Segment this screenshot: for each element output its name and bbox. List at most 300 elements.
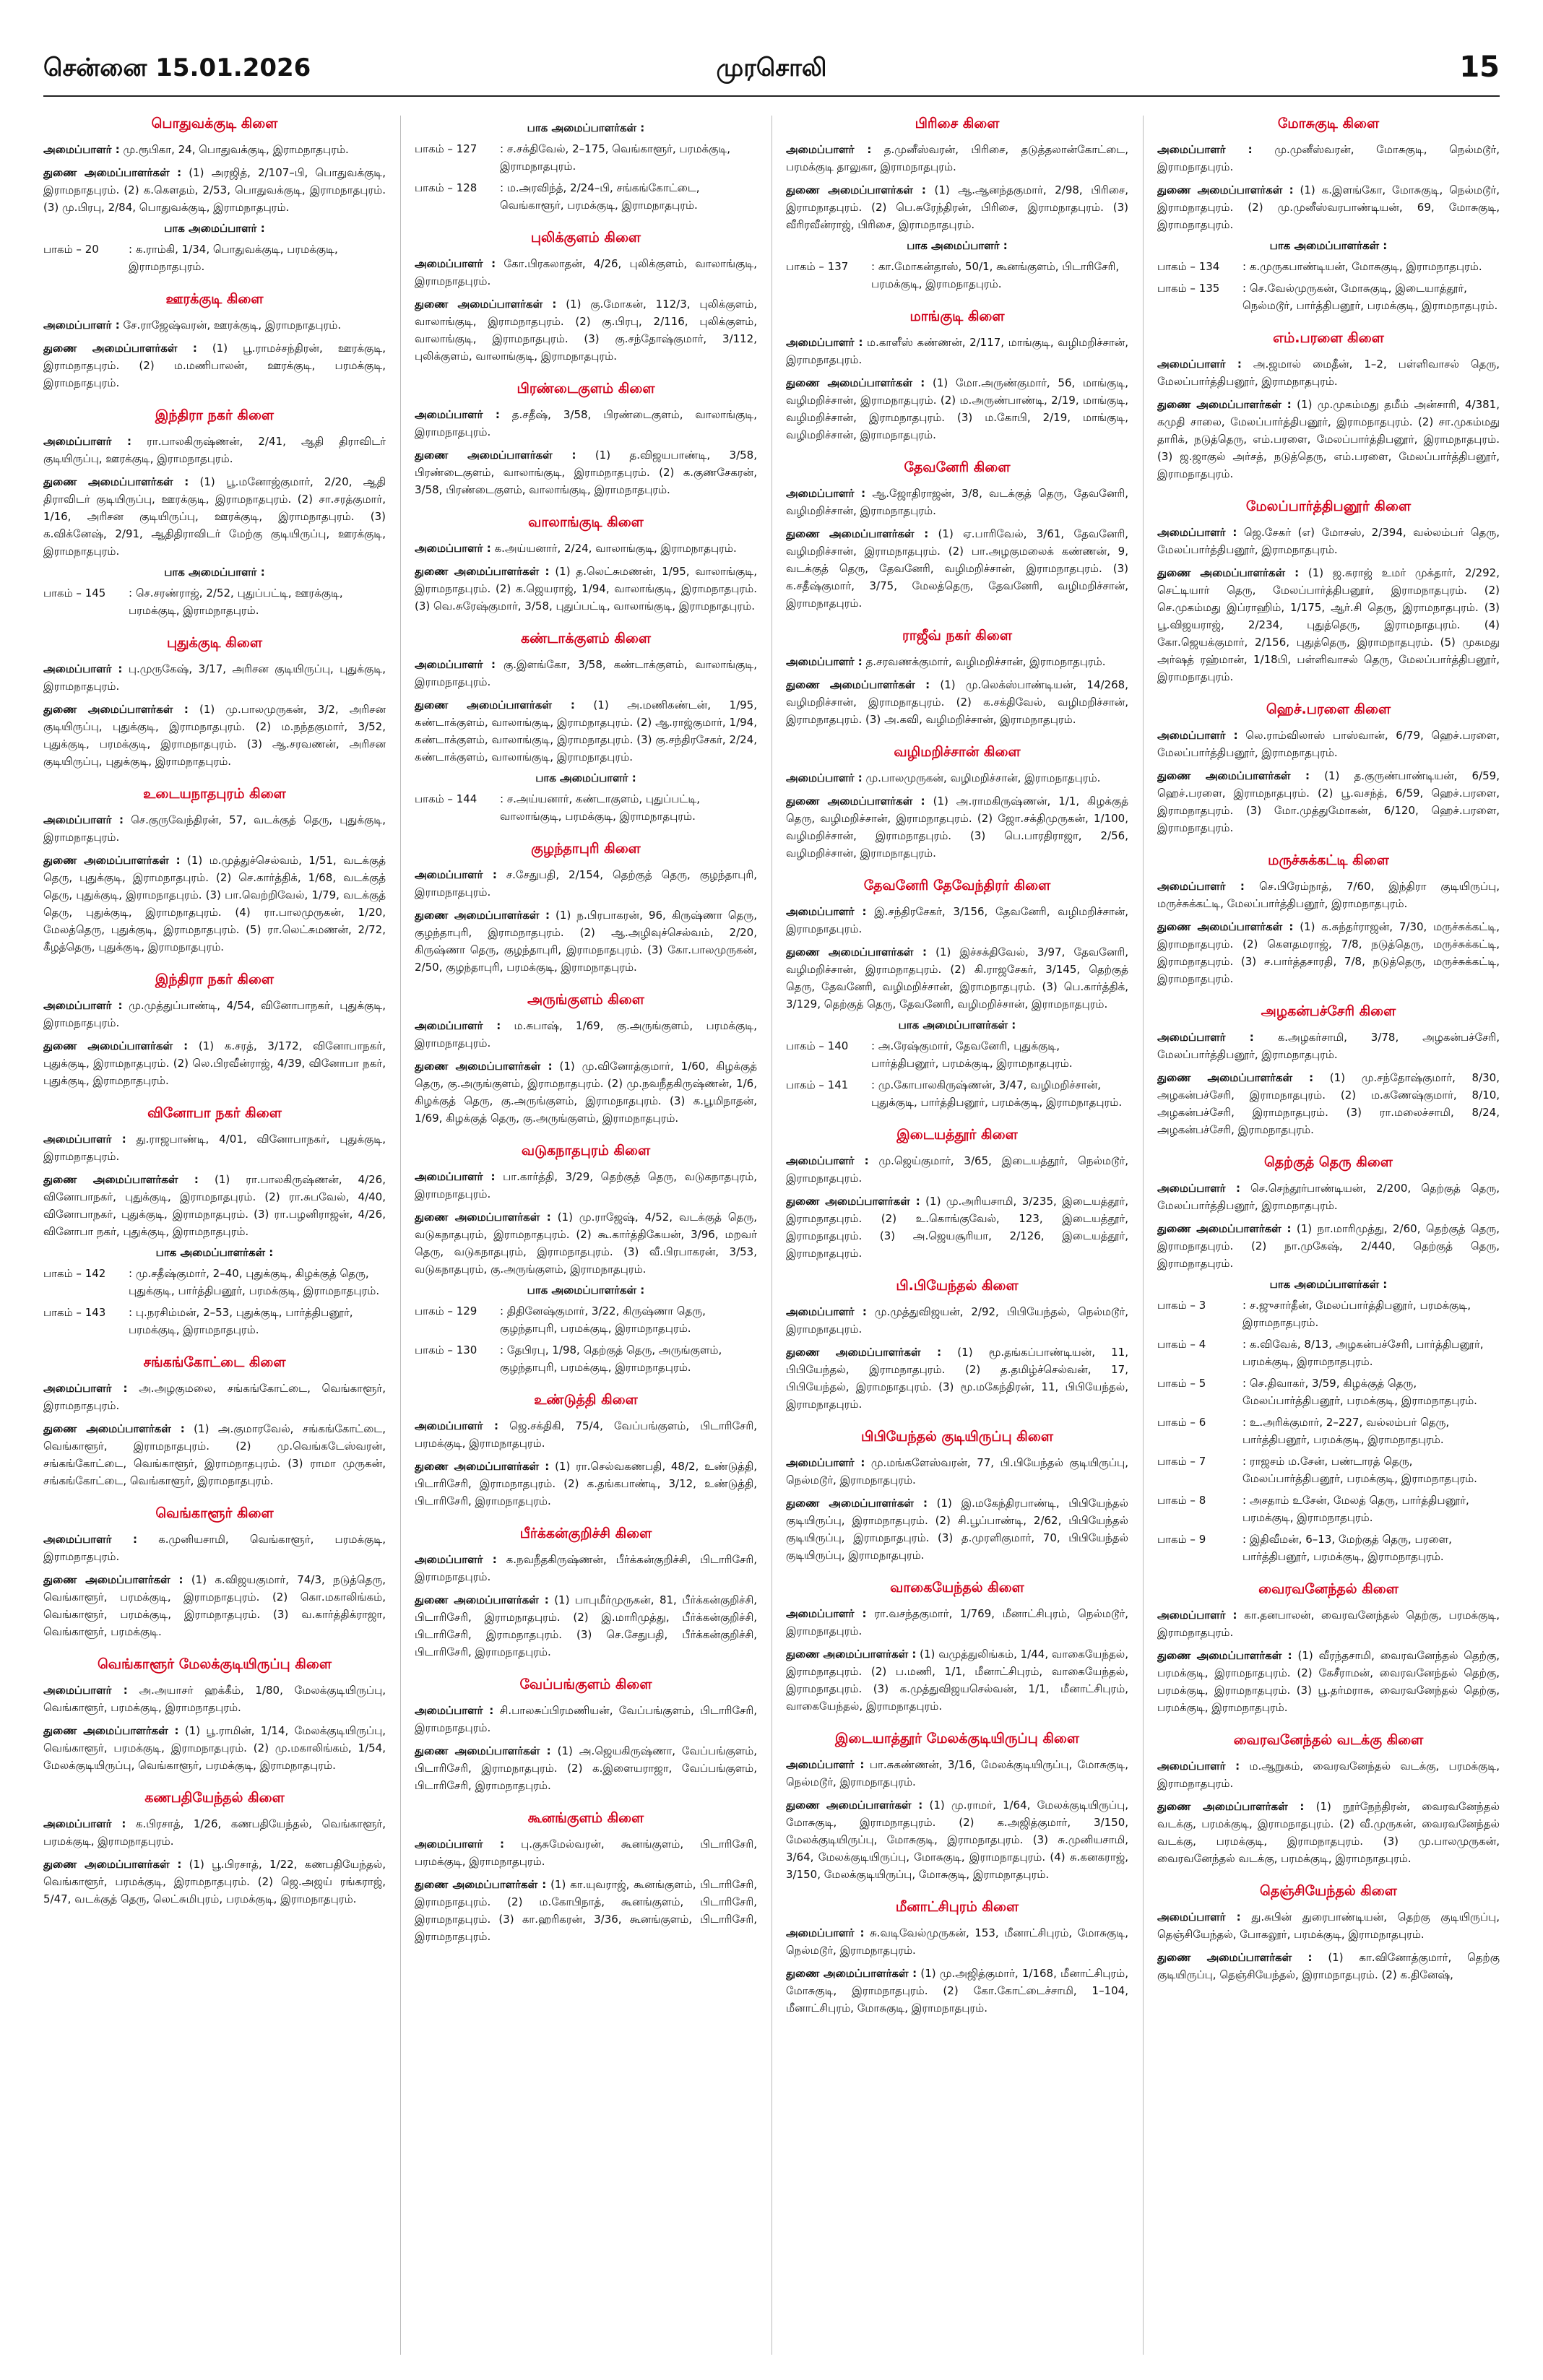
officer-details: மு.மங்களேஸ்வரன், 77, பி.பியேந்தல் குடியிருப்பு, நெல்மடூர், இராமநாதபுரம். bbox=[786, 1456, 1128, 1487]
officer-paragraph bbox=[43, 433, 386, 467]
officer-details: (1) அ.குமாரவேல், சங்கங்கோட்டை, வெங்காளூர், இராமநாதபுரம். (2) மு.வெங்கடேஸ்வரன், சங்கங்கோட்டை, வெங்காளூர், இராமநாதபுரம். (3) ராமா முருகன், சங்கங்கோட்டை, வெங்காளூர், இராமநாதபுரம். bbox=[43, 1422, 386, 1487]
officer-details: ம.ஆறுகம், வைரவனேந்தல் வடக்கு, பரமக்குடி, இராமநாதபுரம். bbox=[1157, 1760, 1500, 1790]
role-label: அமைப்பாளர் : bbox=[415, 257, 496, 270]
branch-block bbox=[786, 116, 1128, 293]
officer-paragraph bbox=[1157, 878, 1500, 912]
booth-entry bbox=[1157, 258, 1500, 275]
officer-paragraph bbox=[1157, 1647, 1500, 1716]
booth-number: பாகம் – 144 bbox=[415, 792, 477, 805]
branch-heading: உண்டுத்தி கிளை bbox=[534, 1392, 638, 1408]
officer-paragraph bbox=[43, 997, 386, 1031]
booth-number: பாகம் – 134 bbox=[1157, 260, 1220, 273]
officer-paragraph bbox=[43, 1380, 386, 1414]
officer-details: (1) மு.அரியசாமி, 3/235, இடையத்தூர், இராமநாதபுரம். (2) உ.கொங்குவேல், 123, இடையத்தூர், இராமநாதபுரம். (3) அ.ஜெயசூரியா, 2/126, இடையத்தூர், இராமநாதபுரம். bbox=[786, 1195, 1128, 1260]
role-label: அமைப்பாளர் : bbox=[43, 143, 120, 156]
officer-details: செ.பிரேம்நாத், 7/60, இந்திரா குடியிருப்பு, மருச்சுக்கட்டி, மேலப்பார்த்திபனூர், இராமநாதபுரம். bbox=[1157, 880, 1500, 910]
officer-details: கா.தனபாலன், வைரவனேந்தல் தெற்கு, பரமக்குடி, இராமநாதபுரம். bbox=[1157, 1609, 1500, 1639]
officer-details: பு.குசுமேல்வரன், கூனங்குளம், பிடாரிசேரி, பரமக்குடி, இராமநாதபுரம். bbox=[415, 1838, 757, 1868]
branch-heading: மாங்குடி கிளை bbox=[909, 308, 1005, 324]
booth-entry bbox=[1157, 1492, 1500, 1526]
branch-block bbox=[786, 1580, 1128, 1715]
booth-entry bbox=[786, 258, 1128, 293]
branch-heading: மருச்சுக்கட்டி கிளை bbox=[1268, 852, 1389, 868]
role-label: துணை அமைப்பாளர்கள் : bbox=[1157, 1951, 1313, 1964]
booth-number: பாகம் – 3 bbox=[1157, 1299, 1206, 1312]
booth-entry bbox=[1157, 1297, 1500, 1331]
officer-paragraph bbox=[786, 1605, 1128, 1640]
officer-paragraph bbox=[786, 525, 1128, 612]
branch-block bbox=[43, 407, 386, 619]
officer-details: க.முனியசாமி, வெங்காளூர், பரமக்குடி, இராமநாதபுரம். bbox=[43, 1533, 386, 1563]
officer-details: (1) அ.மணிகண்டன், 1/95, கண்டாக்குளம், வாலாங்குடி, இராமநாதபுரம். (2) ஆ.ராஜ்குமார், 1/94, கண்டாக்குளம், வாலாங்குடி, இராமநாதபுரம். (3) கு.சந்திரசேகர், 2/24, கண்டாக்குளம், வாலாங்குடி, இராமநாதபுரம். bbox=[415, 698, 757, 763]
branch-heading: தெஞ்சியேந்தல் கிளை bbox=[1260, 1883, 1397, 1899]
officer-paragraph bbox=[415, 1417, 757, 1452]
officer-paragraph bbox=[786, 1303, 1128, 1338]
role-label: துணை அமைப்பாளர்கள் : bbox=[415, 1593, 549, 1606]
branch-heading: குழந்தாபுரி கிளை bbox=[531, 841, 641, 857]
branch-block bbox=[786, 1429, 1128, 1564]
officer-details: (1) வமுத்துலிங்கம், 1/44, வாகையேந்தல், இராமநாதபுரம். (2) ப.மணி, 1/1, மீனாட்சிபுரம், வாகையேந்தல், இராமநாதபுரம். (3) க.முத்துவிஜயசெல்வன், 1/1, மீனாட்சிபுரம், வாகையேந்தல், இராமநாதபுரம். bbox=[786, 1648, 1128, 1713]
branch-block bbox=[415, 1676, 757, 1794]
role-label: துணை அமைப்பாளர்கள் : bbox=[415, 298, 557, 311]
booth-number: பாகம் – 142 bbox=[43, 1267, 106, 1280]
branch-heading: பிரண்டைகுளம் கிளை bbox=[517, 381, 655, 397]
branch-heading: தேவனேரி தேவேந்திரர் கிளை bbox=[863, 878, 1051, 893]
officer-details: மு.முத்துவிஜயன், 2/92, பிபியேந்தல், நெல்மடூர், இராமநாதபுரம். bbox=[786, 1305, 1128, 1336]
booth-number: பாகம் – 135 bbox=[1157, 282, 1220, 295]
booth-entry bbox=[415, 179, 757, 214]
branch-heading: பீர்க்கன்குறிச்சி கிளை bbox=[519, 1526, 652, 1541]
officer-details: மு.ரூபிகா, 24, பொதுவக்குடி, இராமநாதபுரம். bbox=[119, 143, 349, 156]
section-subheading: பாக அமைப்பாளர்கள் : bbox=[1269, 239, 1388, 252]
role-label: அமைப்பாளர் : bbox=[43, 1133, 126, 1146]
column-4 bbox=[1157, 116, 1500, 2355]
officer-paragraph bbox=[786, 1756, 1128, 1791]
branch-block bbox=[43, 786, 386, 956]
officer-details: த.சரவணக்குமார், வழிமறிச்சான், இராமநாதபுரம். bbox=[862, 655, 1106, 668]
officer-details: லெ.ராம்விலாஸ் பாஸ்வான், 6/79, ஹெச்.பரளை, மேலப்பார்த்திபனூர், இராமநாதபுரம். bbox=[1157, 729, 1500, 759]
officer-paragraph bbox=[415, 295, 757, 365]
officer-details: (1) நூர்நேந்திரன், வைரவனேந்தல் வடக்கு, பரமக்குடி, இராமநாதபுரம். (2) வீ.முருகன், வைரவனேந்தல் வடக்கு, பரமக்குடி, இராமநாதபுரம். (3) மு.பாலமுருகன், வைரவனேந்தல் வடக்கு, பரமக்குடி, இராமநாதபுரம். bbox=[1157, 1800, 1500, 1865]
booth-entry bbox=[415, 790, 757, 825]
officer-details: (1) த.விஜயபாண்டி, 3/58, பிரண்டைகுளம், வாலாங்குடி, இராமநாதபுரம். (2) க.குணசேகரன், 3/58, பிரண்டைகுளம், வாலாங்குடி, இராமநாதபுரம். bbox=[415, 449, 757, 496]
officer-paragraph bbox=[786, 792, 1128, 862]
column-2 bbox=[415, 116, 757, 2355]
officer-details: து.ராஜபாண்டி, 4/01, வினோபாநகர், புதுக்குடி, இராமநாதபுரம். bbox=[43, 1133, 386, 1163]
officer-paragraph bbox=[415, 1876, 757, 1945]
role-label: அமைப்பாளர் : bbox=[415, 408, 500, 421]
booth-officer: : திதினேஷ்குமார், 3/22, கிருஷ்ணா தெரு, குழந்தாபுரி, பரமக்குடி, இராமநாதபுரம். bbox=[500, 1304, 706, 1335]
booth-number: பாகம் – 5 bbox=[1157, 1377, 1206, 1390]
officer-paragraph bbox=[1157, 918, 1500, 987]
officer-paragraph bbox=[43, 811, 386, 846]
officer-paragraph bbox=[786, 769, 1128, 787]
role-label: அமைப்பாளர் : bbox=[786, 771, 863, 784]
officer-paragraph bbox=[43, 1815, 386, 1850]
officer-details: (1) கா.யுவராஜ், கூனங்குளம், பிடாரிசேரி, இராமநாதபுரம். (2) ம.கோபிநாத், கூனங்குளம், பிடாரிசேரி, இராமநாதபுரம். (3) கா.ஹரிகரன், 3/36, கூனங்குளம், பிடாரிசேரி, இராமநாதபுரம். bbox=[415, 1878, 757, 1943]
role-label: துணை அமைப்பாளர்கள் : bbox=[43, 854, 181, 867]
booth-officer: : பு.நரசிம்மன், 2–53, புதுக்குடி, பார்த்திபனூர், பரமக்குடி, இராமநாதபுரம். bbox=[129, 1306, 353, 1336]
booth-entry bbox=[415, 140, 757, 175]
section-subheading: பாக அமைப்பாளர்கள் : bbox=[155, 1246, 274, 1259]
officer-paragraph bbox=[786, 1494, 1128, 1564]
officer-paragraph bbox=[786, 141, 1128, 176]
branch-heading: ஹெச்.பரளை கிளை bbox=[1266, 701, 1391, 717]
officer-paragraph bbox=[1157, 181, 1500, 233]
role-label: துணை அமைப்பாளர்கள் : bbox=[415, 449, 576, 462]
branch-block bbox=[415, 1810, 757, 1945]
role-label: துணை அமைப்பாளர்கள் : bbox=[1157, 183, 1294, 196]
officer-paragraph bbox=[415, 1835, 757, 1870]
role-label: அமைப்பாளர் : bbox=[1157, 358, 1242, 371]
branch-heading: மோசுகுடி கிளை bbox=[1277, 116, 1380, 131]
booth-number: பாகம் – 9 bbox=[1157, 1533, 1206, 1546]
officer-details: சே.ராஜேஷ்வரன், ஊரக்குடி, இராமநாதபுரம். bbox=[119, 319, 342, 332]
booth-entry bbox=[1157, 1453, 1500, 1487]
officer-paragraph bbox=[786, 485, 1128, 519]
branch-block bbox=[1157, 498, 1500, 685]
branch-block bbox=[786, 459, 1128, 612]
role-label: துணை அமைப்பாளர்கள் : bbox=[1157, 566, 1300, 579]
officer-details: ரா.பாலகிருஷ்ணன், 2/41, ஆதி திராவிடர் குடியிருப்பு, ஊரக்குடி, இராமநாதபுரம். bbox=[43, 435, 386, 465]
officer-details: (1) இச்சக்திவேல், 3/97, தேவனேரி, வழிமறிச்சான், இராமநாதபுரம். (2) கி.ராஜசேகர், 3/145, தெற்குத் தெரு, தேவனேரி, வழிமறிச்சான், இராமநாதபுரம். (3) பெ.கார்த்திக், 3/129, தெற்குத் தெரு, தேவனேரி, வழிமறிச்சான், இராமநாதபுரம். bbox=[786, 945, 1128, 1011]
role-label: துணை அமைப்பாளர்கள் : bbox=[1157, 769, 1310, 782]
branch-block bbox=[1157, 1003, 1500, 1138]
role-label: துணை அமைப்பாளர்கள் : bbox=[786, 945, 928, 959]
officer-paragraph bbox=[786, 181, 1128, 233]
booth-officer: : ச.அய்யனார், கண்டாகுளம், புதுப்பட்டி, வாலாங்குடி, பரமக்குடி, இராமநாதபுரம். bbox=[500, 792, 701, 823]
officer-paragraph bbox=[415, 446, 757, 498]
officer-paragraph bbox=[43, 141, 386, 158]
branch-heading: புலிக்குளம் கிளை bbox=[530, 230, 641, 246]
role-label: துணை அமைப்பாளர்கள் : bbox=[415, 1744, 551, 1757]
role-label: அமைப்பாளர் : bbox=[43, 319, 120, 332]
role-label: அமைப்பாளர் : bbox=[415, 1704, 494, 1717]
role-label: அமைப்பாளர் : bbox=[43, 435, 132, 448]
branch-block bbox=[415, 631, 757, 825]
officer-paragraph bbox=[1157, 1798, 1500, 1867]
role-label: துணை அமைப்பாளர்கள் : bbox=[43, 1573, 183, 1586]
role-label: துணை அமைப்பாளர்கள் : bbox=[415, 565, 550, 578]
role-label: துணை அமைப்பாளர்கள் : bbox=[786, 1967, 917, 1980]
branch-block bbox=[1157, 116, 1500, 314]
officer-details: க.நவநீதகிருஷ்ணன், பீர்க்கன்குறிச்சி, பிடாரிசேரி, இராமநாதபுரம். bbox=[415, 1553, 757, 1583]
role-label: துணை அமைப்பாளர்கள் : bbox=[786, 527, 929, 540]
role-label: அமைப்பாளர் : bbox=[43, 1382, 128, 1395]
branch-heading: வழிமறிச்சான் கிளை bbox=[894, 744, 1021, 760]
officer-details: பா.சுகண்ணன், 3/16, மேலக்குடியிருப்பு, மோசுகுடி, நெல்மடூர், இராமநாதபுரம். bbox=[786, 1758, 1128, 1788]
role-label: துணை அமைப்பாளர்கள் : bbox=[786, 183, 926, 196]
officer-details: து.சுபின் துரைபாண்டியன், தெற்கு குடியிருப்பு, தெஞ்சியேந்தல், போகலூர், பரமக்குடி, இராமநாதபுரம். bbox=[1157, 1911, 1500, 1941]
column-divider bbox=[400, 116, 401, 2355]
officer-details: (1) ஜ.சுராஜ் உமர் முக்தார், 2/292, செட்டியார் தெரு, மேலப்பார்த்திபனூர், இராமநாதபுரம். (2) செ.முகம்மது இப்ராஹிம், 1/175, ஆர்.சி தெரு, இராமநாதபுரம். (3) பூ.விஜயராஜ், 2/234, புதுத்தெரு, இராமநாதபுரம். (4) கோ.ஜெயக்குமார், 2/156, புதுத்தெரு, இராமநாதபுரம். (5) முகமது அர்ஷத் ரஹ்மான், 1/18பி, பள்ளிவாசல் தெரு, மேலப்பார்த்திபனூர், இராமநாதபுரம். bbox=[1157, 566, 1500, 683]
officer-details: ம.சுபாஷ், 1/69, கு.அருங்குளம், பரமக்குடி, இராமநாதபுரம். bbox=[415, 1019, 757, 1050]
officer-details: ரா.வசந்தகுமார், 1/769, மீனாட்சிபுரம், நெல்மடூர், இராமநாதபுரம். bbox=[786, 1607, 1128, 1637]
branch-block bbox=[786, 1127, 1128, 1262]
booth-entry bbox=[43, 584, 386, 619]
role-label: துணை அமைப்பாளர்கள் : bbox=[1157, 1222, 1292, 1235]
branch-block bbox=[786, 628, 1128, 728]
branch-heading: வாகையேந்தல் கிளை bbox=[890, 1580, 1024, 1596]
booth-officer: : இதிவீமன், 6–13, மேற்குத் தெரு, பரளை, பார்த்திபனூர், பரமக்குடி, இராமநாதபுரம். bbox=[1242, 1533, 1452, 1563]
officer-paragraph bbox=[415, 1017, 757, 1052]
officer-paragraph bbox=[415, 1551, 757, 1585]
officer-details: இ.சந்திரசேகர், 3/156, தேவனேரி, வழிமறிச்சான், இராமநாதபுரம். bbox=[786, 905, 1128, 935]
officer-paragraph bbox=[43, 473, 386, 560]
officer-details: (1) ரா.பாலகிருஷ்ணன், 4/26, வினோபாநகர், புதுக்குடி, இராமநாதபுரம். (2) ரா.சுபவேல், 4/40, வினோபாநகர், புதுக்குடி, இராமநாதபுரம். (3) ரா.பழனிராஜன், 4/26, வினோபா நகர், புதுக்குடி, இராமநாதபுரம். bbox=[43, 1173, 386, 1238]
officer-details: மு.முத்துப்பாண்டி, 4/54, வினோபாநகர், புதுக்குடி, இராமநாதபுரம். bbox=[43, 999, 386, 1029]
officer-paragraph bbox=[43, 1037, 386, 1089]
booth-officer: : செ.சரண்ராஜ், 2/52, புதுப்பட்டி, ஊரக்குடி, பரமக்குடி, இராமநாதபுரம். bbox=[129, 587, 343, 617]
officer-paragraph bbox=[1157, 1908, 1500, 1943]
officer-details: (1) மு.பாலமுருகன், 3/2, அரிசன குடியிருப்பு, புதுக்குடி, இராமநாதபுரம். (2) ம.நந்தகுமார், 3/52, புதுக்குடி, பரமக்குடி, இராமநாதபுரம். (3) ஆ.சரவணன், அரிசன குடியிருப்பு, புதுக்குடி, இராமநாதபுரம். bbox=[43, 703, 386, 768]
branch-heading: மேலப்பார்த்திபனூர் கிளை bbox=[1245, 498, 1412, 514]
role-label: அமைப்பாளர் : bbox=[1157, 880, 1245, 893]
branch-heading: வேப்பங்குளம் கிளை bbox=[519, 1676, 652, 1692]
role-label: அமைப்பாளர் : bbox=[43, 813, 124, 826]
officer-details: (1) மூ.தங்கப்பாண்டியன், 11, பிபியேந்தல், இராமநாதபுரம். (2) த.தமிழ்ச்செல்வன், 17, பிபியேந்தல், இராமநாதபுரம். (3) மூ.மகேந்திரன், 11, பிபியேந்தல், இராமநாதபுரம். bbox=[786, 1346, 1128, 1411]
role-label: துணை அமைப்பாளர்கள் : bbox=[1157, 920, 1294, 933]
officer-paragraph bbox=[1157, 1757, 1500, 1792]
role-label: அமைப்பாளர் : bbox=[1157, 1609, 1237, 1622]
branch-heading: பிரிசை கிளை bbox=[915, 116, 1000, 131]
booth-number: பாகம் – 145 bbox=[43, 587, 106, 600]
branch-block bbox=[43, 1354, 386, 1489]
officer-details: (1) நா.மாரிமுத்து, 2/60, தெற்குத் தெரு, இராமநாதபுரம். (2) நா.முகேஷ், 2/440, தெற்குத் தெரு, இராமநாதபுரம். bbox=[1157, 1222, 1500, 1270]
role-label: துணை அமைப்பாளர்கள் : bbox=[786, 1346, 942, 1359]
branch-heading: தெற்குத் தெரு கிளை bbox=[1264, 1154, 1393, 1170]
officer-details: கு.இளங்கோ, 3/58, கண்டாக்குளம், வாலாங்குடி, இராமநாதபுரம். bbox=[415, 658, 757, 688]
officer-paragraph bbox=[1157, 564, 1500, 685]
officer-details: (1) ம.முத்துச்செல்வம், 1/51, வடக்குத் தெரு, புதுக்குடி, இராமநாதபுரம். (2) செ.கார்த்திக், 1/68, வடக்குத் தெரு, புதுக்குடி, இராமநாதபுரம். (3) பா.வெற்றிவேல், 1/79, வடக்குத் தெரு, புதுக்குடி, இராமநாதபுரம். (4) ரா.பாலமுருகன், 1/20, மேலத்தெரு, புதுக்குடி, இராமநாதபுரம். (5) ரா.லெட்சுமணன், 2/72, கீழத்தெரு, புதுக்குடி, இராமநாதபுரம். bbox=[43, 854, 386, 953]
branch-block bbox=[1157, 701, 1500, 836]
role-label: அமைப்பாளர் : bbox=[1157, 1760, 1240, 1773]
branch-block bbox=[415, 121, 757, 214]
officer-details: ஜெ.சேகர் (எ) மோசஸ், 2/394, வல்லம்பர் தெரு, மேலப்பார்த்திபனூர், இராமநாதபுரம். bbox=[1157, 526, 1500, 556]
booth-number: பாகம் – 127 bbox=[415, 142, 477, 155]
booth-officer: : ச.சக்திவேல், 2–175, வெங்காளூர், பரமக்குடி, இராமநாதபுரம். bbox=[500, 142, 731, 173]
role-label: அமைப்பாளர் : bbox=[786, 1456, 865, 1469]
branch-block bbox=[415, 1526, 757, 1661]
officer-paragraph bbox=[786, 943, 1128, 1013]
officer-details: (1) பாபுமீர்முருகன், 81, பீர்க்கன்குறிச்சி, பிடாரிசேரி, இராமநாதபுரம். (2) இ.மாரிமுத்து, பீர்க்கன்குறிச்சி, பிடாரிசேரி, இராமநாதபுரம். (3) செ.சேதுபதி, பீர்க்கன்குறிச்சி, பிடாரிசேரி, இராமநாதபுரம். bbox=[415, 1593, 757, 1658]
booth-entry bbox=[1157, 1414, 1500, 1448]
branch-heading: வெங்காளூர் மேலக்குடியிருப்பு கிளை bbox=[98, 1656, 332, 1672]
branch-heading: வைரவனேந்தல் வடக்கு கிளை bbox=[1233, 1732, 1424, 1748]
branch-block bbox=[43, 116, 386, 275]
role-label: துணை அமைப்பாளர்கள் : bbox=[415, 1060, 553, 1073]
branch-block bbox=[43, 1656, 386, 1774]
branch-heading: இந்திரா நகர் கிளை bbox=[155, 407, 275, 423]
officer-details: செ.செந்தூர்பாண்டியன், 2/200, தெற்குத் தெரு, மேலப்பார்த்திபனூர், இராமநாதபுரம். bbox=[1157, 1182, 1500, 1212]
officer-paragraph bbox=[415, 866, 757, 901]
role-label: அமைப்பாளர் : bbox=[415, 1553, 497, 1566]
role-label: துணை அமைப்பாளர்கள் : bbox=[786, 1648, 917, 1661]
officer-paragraph bbox=[43, 1856, 386, 1908]
role-label: துணை அமைப்பாளர்கள் : bbox=[43, 1858, 182, 1871]
section-subheading: பாக அமைப்பாளர்கள் : bbox=[1269, 1278, 1388, 1291]
role-label: துணை அமைப்பாளர்கள் : bbox=[43, 1039, 189, 1052]
role-label: அமைப்பாளர் : bbox=[43, 999, 123, 1012]
officer-paragraph bbox=[1157, 524, 1500, 558]
role-label: அமைப்பாளர் : bbox=[786, 336, 863, 349]
booth-officer: : ச.ஜுசார்தீன், மேலப்பார்த்திபனூர், பரமக்குடி, இராமநாதபுரம். bbox=[1242, 1299, 1471, 1329]
newspaper-name: முரசொலி bbox=[716, 53, 827, 82]
officer-details: மு.ஜெய்குமார், 3/65, இடையத்தூர், நெல்மடூர், இராமநாதபுரம். bbox=[786, 1154, 1128, 1185]
officer-details: (1) ஏ.பாரிவேல், 3/61, தேவனேரி, வழிமறிச்சான், இராமநாதபுரம். (2) பா.அழகுமலைக் கண்ணன், 9, வடக்குத் தெரு, தேவனேரி, வழிமறிச்சான், இராமநாதபுரம். (3) க.சதீஷ்குமார், 3/75, மேலத்தெரு, தேவனேரி, வழிமறிச்சான், இராமநாதபுரம். bbox=[786, 527, 1128, 610]
booth-number: பாகம் – 129 bbox=[415, 1304, 477, 1317]
section-subheading: பாக அமைப்பாளர் : bbox=[164, 566, 265, 579]
branch-heading: இந்திரா நகர் கிளை bbox=[155, 972, 275, 987]
role-label: துணை அமைப்பாளர்கள் : bbox=[415, 1211, 551, 1224]
role-label: அமைப்பாளர் : bbox=[43, 1684, 128, 1697]
officer-details: சி.பாலசுப்பிரமணியன், வேப்பங்குளம், பிடாரிசேரி, இராமநாதபுரம். bbox=[415, 1704, 757, 1734]
officer-details: ம.காளீஸ் கண்ணன், 2/117, மாங்குடி, வழிமறிச்சான், இராமநாதபுரம். bbox=[786, 336, 1128, 366]
role-label: அமைப்பாளர் : bbox=[786, 905, 867, 918]
officer-paragraph bbox=[1157, 727, 1500, 761]
branch-heading: பிபியேந்தல் குடியிருப்பு கிளை bbox=[861, 1429, 1053, 1445]
branch-heading: இடையாத்தூர் மேலக்குடியிருப்பு கிளை bbox=[834, 1731, 1080, 1747]
branch-heading: புதுக்குடி கிளை bbox=[167, 635, 262, 651]
branch-heading: இடையத்தூர் கிளை bbox=[896, 1127, 1018, 1143]
role-label: அமைப்பாளர் : bbox=[415, 658, 496, 671]
officer-details: (1) மு.லெக்ஸ்பாண்டியன், 14/268, வழிமறிச்சான், இராமநாதபுரம். (2) க.சக்திவேல், வழிமறிச்சான், இராமநாதபுரம். (3) அ.கவி, வழிமறிச்சான், இராமநாதபுரம். bbox=[786, 678, 1128, 726]
branch-heading: வடுகநாதபுரம் கிளை bbox=[521, 1143, 651, 1159]
role-label: அமைப்பாளர் : bbox=[415, 1170, 496, 1183]
role-label: அமைப்பாளர் : bbox=[43, 662, 123, 675]
officer-paragraph bbox=[1157, 141, 1500, 176]
officer-paragraph bbox=[43, 1682, 386, 1716]
branch-block bbox=[1157, 1732, 1500, 1867]
officer-paragraph bbox=[43, 852, 386, 956]
column-divider bbox=[1143, 116, 1144, 2355]
page-number: 15 bbox=[1459, 51, 1500, 84]
branch-heading: வாலாங்குடி கிளை bbox=[528, 514, 644, 530]
officer-details: (1) மு.அஜித்குமார், 1/168, மீனாட்சிபுரம், மோசுகுடி, இராமநாதபுரம். (2) கோ.கோட்டைச்சாமி, 1–104, மீனாட்சிபுரம், மோசுகுடி, இராமநாதபுரம். bbox=[786, 1967, 1128, 2015]
officer-details: (1) அரஜித், 2/107–பி, பொதுவக்குடி, இராமநாதபுரம். (2) க.கௌதம், 2/53, பொதுவக்குடி, இராமநாதபுரம். (3) மு.பிரபு, 2/84, பொதுவக்குடி, இராமநாதபுரம். bbox=[43, 166, 386, 214]
booth-entry bbox=[1157, 1375, 1500, 1409]
booth-number: பாகம் – 130 bbox=[415, 1343, 477, 1356]
booth-officer: : கா.மோகன்தாஸ், 50/1, கூனங்குளம், பிடாரிசேரி, பரமக்குடி, இராமநாதபுரம். bbox=[871, 260, 1120, 290]
officer-details: (1) க.விஜயகுமார், 74/3, நடுத்தெரு, வெங்காளூர், பரமக்குடி, இராமநாதபுரம். (2) கொ.மகாலிங்கம், வெங்காளூர், பரமக்குடி, இராமநாதபுரம். (3) வ.கார்த்திக்ராஜா, வெங்காளூர், பரமக்குடி. bbox=[43, 1573, 386, 1638]
role-label: துணை அமைப்பாளர்கள் : bbox=[786, 1799, 923, 1812]
columns-area bbox=[43, 116, 1500, 2355]
branch-block bbox=[43, 1790, 386, 1908]
role-label: துணை அமைப்பாளர்கள் : bbox=[786, 1497, 928, 1510]
role-label: துணை அமைப்பாளர்கள் : bbox=[43, 475, 189, 488]
branch-block bbox=[786, 1731, 1128, 1883]
column-3 bbox=[786, 116, 1128, 2355]
officer-details: (1) பூ.ராமின், 1/14, மேலக்குடியிருப்பு, வெங்காளூர், பரமக்குடி, இராமநாதபுரம். (2) மு.மகாலிங்கம், 1/54, மேலக்குடியிருப்பு, வெங்காளூர், பரமக்குடி, இராமநாதபுரம். bbox=[43, 1724, 386, 1772]
officer-paragraph bbox=[786, 1965, 1128, 2017]
officer-paragraph bbox=[786, 1193, 1128, 1262]
officer-paragraph bbox=[1157, 1220, 1500, 1272]
officer-paragraph bbox=[43, 1722, 386, 1774]
officer-paragraph bbox=[415, 406, 757, 441]
officer-paragraph bbox=[786, 334, 1128, 368]
role-label: துணை அமைப்பாளர்கள் : bbox=[1157, 1649, 1292, 1662]
branch-block bbox=[43, 1505, 386, 1640]
officer-paragraph bbox=[1157, 1606, 1500, 1641]
branch-block bbox=[786, 1899, 1128, 2017]
officer-details: கோ.பிரகலாதன், 4/26, புலிக்குளம், வாலாங்குடி, இராமநாதபுரம். bbox=[415, 257, 757, 287]
role-label: துணை அமைப்பாளர்கள் : bbox=[415, 909, 550, 922]
officer-details: (1) பூ.பிரசாத், 1/22, கணபதியேந்தல், வெங்காளூர், பரமக்குடி, இராமநாதபுரம். (2) ஜெ.அஜய் ரங்கராஜ், 5/47, வடக்குத் தெரு, லெட்சுமிபுரம், பரமக்குடி, இராமநாதபுரம். bbox=[43, 1858, 386, 1905]
officer-details: (1) ஆ.ஆனந்தகுமார், 2/98, பிரிசை, இராமநாதபுரம். (2) பெ.சுரேந்திரன், பிரிசை, இராமநாதபுரம். (3) வீரிரவீன்ராஜ், பிரிசை, இராமநாதபுரம். bbox=[786, 183, 1128, 231]
officer-details: அ.அழகுமலை, சங்கங்கோட்டை, வெங்காளூர், இராமநாதபுரம். bbox=[43, 1382, 386, 1412]
branch-heading: மீனாட்சிபுரம் கிளை bbox=[895, 1899, 1019, 1915]
officer-paragraph bbox=[43, 1130, 386, 1165]
role-label: துணை அமைப்பாளர்கள் : bbox=[415, 698, 575, 711]
officer-paragraph bbox=[43, 1420, 386, 1489]
officer-paragraph bbox=[786, 1796, 1128, 1883]
role-label: அமைப்பாளர் : bbox=[1157, 143, 1253, 156]
officer-details: (1) கு.மோகன், 112/3, புலிக்குளம், வாலாங்குடி, இராமநாதபுரம். (2) கு.பிரபு, 2/116, புலிக்குளம், வாலாங்குடி, இராமநாதபுரம். (3) கு.சந்தோஷ்குமார், 3/112, புலிக்குளம், வாலாங்குடி, இராமநாதபுரம். bbox=[415, 298, 757, 363]
booth-officer: : க.ராம்கி, 1/34, பொதுவக்குடி, பரமக்குடி, இராமநாதபுரம். bbox=[129, 243, 338, 273]
officer-details: மு.பாலமுருகன், வழிமறிச்சான், இராமநாதபுரம். bbox=[862, 771, 1101, 784]
officer-paragraph bbox=[43, 1531, 386, 1565]
branch-block bbox=[415, 992, 757, 1127]
officer-details: (1) க.சரத், 3/172, வினோபாநகர், புதுக்குடி, இராமநாதபுரம். (2) லெ.பிரவீன்ராஜ், 4/39, வினோபா நகர், புதுக்குடி, இராமநாதபுரம். bbox=[43, 1039, 386, 1087]
role-label: அமைப்பாளர் : bbox=[786, 1758, 865, 1771]
officer-details: (1) க.சுந்தர்ராஜன், 7/30, மருச்சுக்கட்டி, இராமநாதபுரம். (2) கௌதமராஜ், 7/8, நடுத்தெரு, மருச்சுக்கட்டி, இராமநாதபுரம். (3) ச.பார்த்தசாரதி, 7/8, நடுத்தெரு, மருச்சுக்கட்டி, இராமநாதபுரம். bbox=[1157, 920, 1500, 985]
officer-paragraph bbox=[43, 339, 386, 391]
role-label: துணை அமைப்பாளர்கள் : bbox=[786, 678, 930, 691]
officer-paragraph bbox=[43, 1571, 386, 1640]
role-label: அமைப்பாளர் : bbox=[786, 1305, 867, 1318]
booth-number: பாகம் – 7 bbox=[1157, 1455, 1206, 1468]
booth-number: பாகம் – 20 bbox=[43, 243, 99, 256]
role-label: அமைப்பாளர் : bbox=[1157, 1031, 1254, 1044]
officer-details: (1) வீரந்தசாமி, வைரவனேந்தல் தெற்கு, பரமக்குடி, இராமநாதபுரம். (2) கேசீராமன், வைரவனேந்தல் தெற்கு, பரமக்குடி, இராமநாதபுரம். (3) பூ.தர்மராசு, வைரவனேந்தல் தெற்கு, பரமக்குடி, இராமநாதபுரம். bbox=[1157, 1649, 1500, 1714]
role-label: அமைப்பாளர் : bbox=[786, 1154, 869, 1167]
officer-details: (1) மு.வினோத்குமார், 1/60, கிழக்குத் தெரு, கு.அருங்குளம், இராமநாதபுரம். (2) மு.நவநீதகிருஷ்ணன், 1/6, கிழக்குத் தெரு, கு.அருங்குளம், இராமநாதபுரம். (3) க.பூமிநாதன், 1/69, கிழக்குத் தெரு, கு.அருங்குளம், இராமநாதபுரம். bbox=[415, 1060, 757, 1125]
branch-heading: கணபதியேந்தல் கிளை bbox=[144, 1790, 285, 1806]
booth-number: பாகம் – 137 bbox=[786, 260, 849, 273]
branch-block bbox=[786, 308, 1128, 443]
branch-block bbox=[415, 514, 757, 615]
branch-block bbox=[1157, 1883, 1500, 1983]
branch-block bbox=[43, 1105, 386, 1338]
officer-details: சு.வடிவேல்முருகன், 153, மீனாட்சிபுரம், மோசுகுடி, நெல்மடூர், இராமநாதபுரம். bbox=[786, 1926, 1128, 1957]
officer-details: (1) மு.முகம்மது தமீம் அன்சாரி, 4/381, கமுதி சாலை, மேலப்பார்த்திபனூர், இராமநாதபுரம். (2) சா.முகம்மது தாரிக், நடுத்தெரு, எம்.பரளை, மேலப்பார்த்திபனூர், இராமநாதபுரம். (3) ஜ.ஜாகுல் அர்சத், நடுத்தெரு, எம்.பரளை, மேலப்பார்த்திபனூர், இராமநாதபுரம். bbox=[1157, 398, 1500, 480]
booth-officer: : ம.அரவிந்த், 2/24–பி, சங்கங்கோட்டை, வெங்காளூர், பரமக்குடி, இராமநாதபுரம். bbox=[500, 181, 700, 212]
role-label: அமைப்பாளர் : bbox=[1157, 526, 1237, 539]
masthead-rule bbox=[43, 95, 1500, 97]
role-label: அமைப்பாளர் : bbox=[415, 1838, 505, 1851]
role-label: துணை அமைப்பாளர்கள் : bbox=[415, 1878, 547, 1891]
officer-details: (1) த.குருண்பாண்டியன், 6/59, ஹெச்.பரளை, இராமநாதபுரம். (2) பூ.வசந்த், 6/59, ஹெச்.பரளை, இராமநாதபுரம். (3) மோ.முத்துமோகன், 6/120, ஹெச்.பரளை, இராமநாதபுரம். bbox=[1157, 769, 1500, 834]
role-label: துணை அமைப்பாளர்கள் : bbox=[43, 703, 189, 716]
officer-paragraph bbox=[43, 164, 386, 216]
officer-details: த.சதீஷ், 3/58, பிரண்டைகுளம், வாலாங்குடி, இராமநாதபுரம். bbox=[415, 408, 757, 438]
booth-officer: : செ.திவாகர், 3/59, கிழக்குத் தெரு, மேலப்பார்த்திபனூர், பரமக்குடி, இராமநாதபுரம். bbox=[1242, 1377, 1477, 1407]
booth-officer: : மு.கோபாலகிருஷ்ணன், 3/47, வழிமறிச்சான், புதுக்குடி, பார்த்திபனூர், பரமக்குடி, இராமநாதபுரம். bbox=[871, 1078, 1123, 1109]
role-label: துணை அமைப்பாளர்கள் : bbox=[786, 795, 925, 808]
booth-number: பாகம் – 128 bbox=[415, 181, 477, 194]
officer-paragraph bbox=[415, 1208, 757, 1278]
officer-paragraph bbox=[415, 255, 757, 290]
officer-paragraph bbox=[415, 540, 757, 557]
role-label: அமைப்பாளர் : bbox=[415, 1019, 501, 1032]
officer-paragraph bbox=[786, 1924, 1128, 1959]
officer-paragraph bbox=[415, 1057, 757, 1127]
role-label: அமைப்பாளர் : bbox=[415, 542, 491, 555]
branch-block bbox=[1157, 1581, 1500, 1716]
officer-paragraph bbox=[43, 660, 386, 695]
officer-paragraph bbox=[786, 1152, 1128, 1187]
officer-details: (1) ந.பிரபாகரன், 96, கிருஷ்ணா தெரு, குழந்தாபுரி, இராமநாதபுரம். (2) ஆ.அழிவுச்செல்வம், 2/20, கிருஷ்ணா தெரு, குழந்தாபுரி, இராமநாதபுரம். (3) கோ.பாலமுருகன், 2/50, குழந்தாபுரி, பரமக்குடி, இராமநாதபுரம். bbox=[415, 909, 757, 974]
